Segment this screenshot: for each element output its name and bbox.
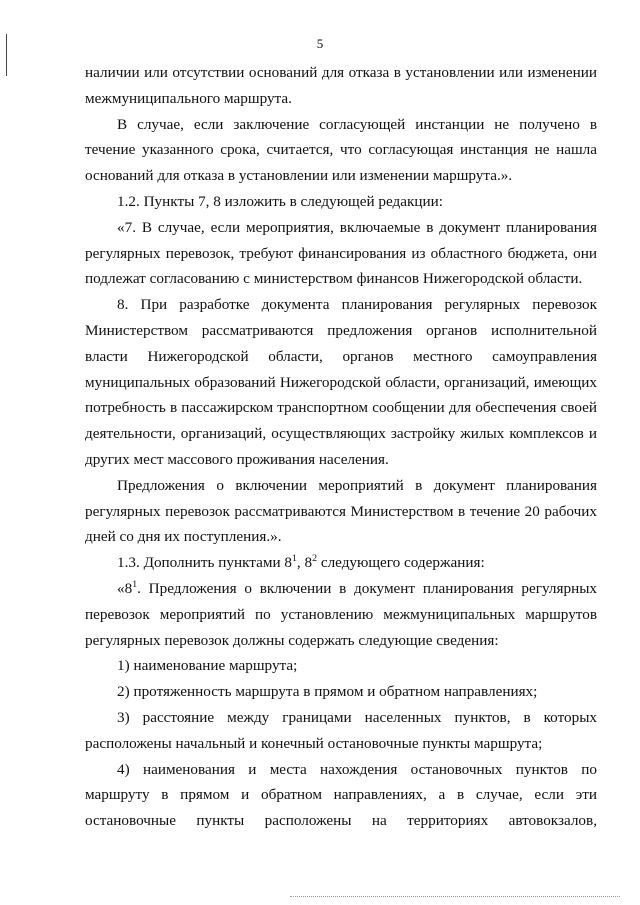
paragraph-item-1-2: 1.2. Пункты 7, 8 изложить в следующей редакции: (117, 192, 444, 210)
paragraph-item-1-3: 1.3. Дополнить пунктами $8^1$, $8^2$ следующего содержания: (117, 553, 485, 572)
list-item-2: 2) протяженность маршрута в прямом и обратном направлениях; (117, 683, 538, 701)
list-item-4: 4) наименования и места нахождения остановочных пунктов по маршруту в прямом и обратном направлениях, а в случае, если эти остановочные пункты расположены на территориях автовокзалов, (85, 760, 597, 830)
page-number: 5 (316, 36, 324, 51)
paragraph-point-8-1: «$8^1$. Предложения о включении в документ планирования регулярных перевозок мероприятий по установлению межмуниципальных маршрутов регулярных перевозок должны содержать следующие сведения: (85, 578, 597, 649)
paragraph-point-8: 8. При разработке документа планирования регулярных перевозок Министерством рассматриваются предложения органов исполнительной власти Нижегородской области, органов местного самоуправления муниципальных образований Нижегородской области, организаций, имеющих потребность в пассажирском транспортном сообщении для обеспечения своей деятельности, организаций, осуществляющих застройку жилых комплексов и других мест массового проживания населения. (85, 296, 597, 468)
list-item-1: 1) наименование маршрута; (117, 657, 298, 675)
scan-artifact-divider (290, 896, 620, 900)
document-body (85, 60, 597, 834)
paragraph-point-7: «7. В случае, если мероприятия, включаемые в документ планирования регулярных перевозок, требуют финансирования из областного бюджета, они подлежат согласованию с министерством финансов Нижегородской области. (85, 218, 597, 288)
paragraph-proposals-review: Предложения о включении мероприятий в документ планирования регулярных перевозок рассматриваются Министерством в течение 20 рабочих дней со дня их поступления.». (85, 476, 597, 546)
paragraph-approval-clause: В случае, если заключение согласующей инстанции не получено в течение указанного срока, считается, что согласующая инстанция не нашла оснований для отказа в установлении или изменении маршрута.». (85, 115, 597, 185)
list-item-3: 3) расстояние между границами населенных пунктов, в которых расположены начальный и конечный остановочные пункты маршрута; (85, 708, 597, 752)
paragraph-continuation: наличии или отсутствии оснований для отказа в установлении или изменении межмуниципального маршрута. (85, 64, 597, 107)
